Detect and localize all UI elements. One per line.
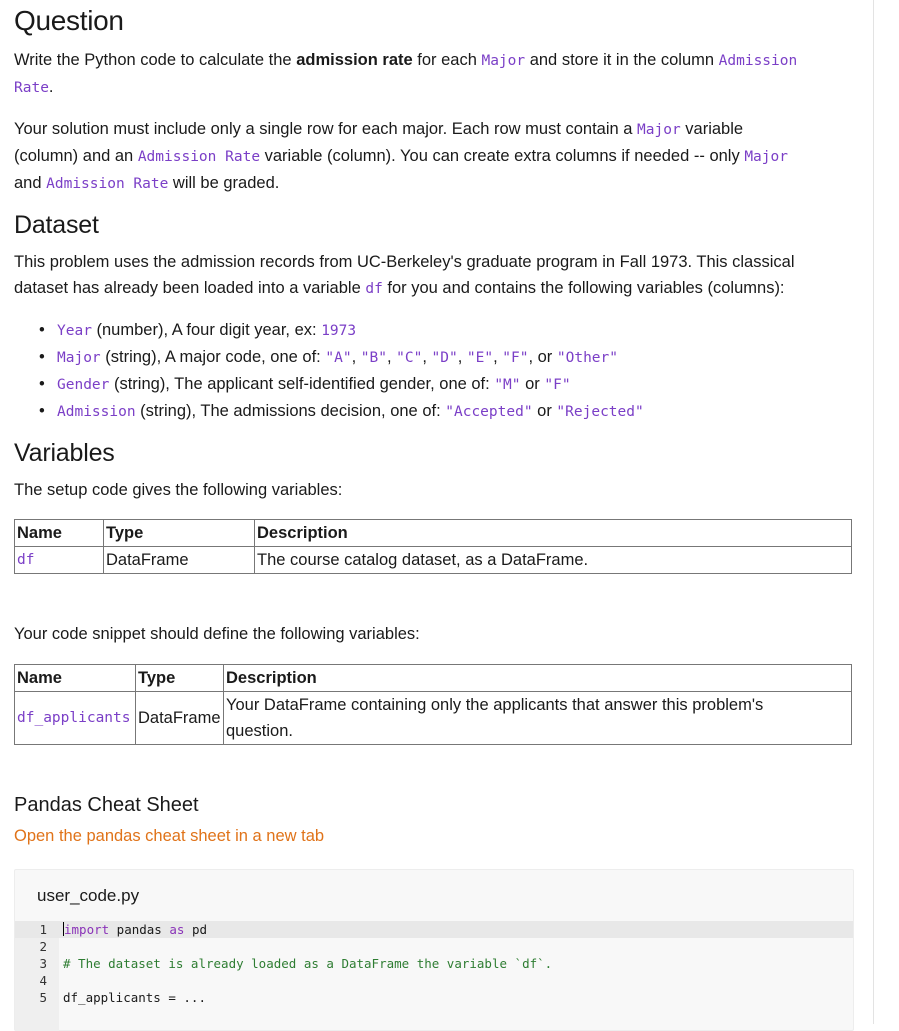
cheatsheet-heading: Pandas Cheat Sheet bbox=[14, 794, 199, 816]
code-line[interactable]: 3 # The dataset is already loaded as a DataFrame the variable `df`. bbox=[39, 956, 553, 971]
code-line[interactable]: 2 bbox=[39, 939, 47, 954]
variables-list bbox=[14, 317, 644, 425]
dataset-heading: Dataset bbox=[14, 211, 99, 239]
dataset-paragraph: This problem uses the admission records from UC-Berkeley's graduate program in Fall 1973. This classical dataset has already been loaded into a variable df for you and contains the following variables (columns): bbox=[14, 253, 795, 297]
list-item-year: • Year (number), A four digit year, ex: 1973 bbox=[57, 317, 644, 344]
code-df: df bbox=[365, 281, 383, 297]
code-line[interactable]: 1 import pandas as pd bbox=[15, 921, 853, 938]
table-header-row: Name Type Description bbox=[15, 520, 852, 547]
define-variables-table bbox=[14, 664, 852, 745]
setup-intro: The setup code gives the following variables: bbox=[14, 481, 343, 499]
table-row: df DataFrame The course catalog dataset, as a DataFrame. bbox=[15, 547, 852, 574]
given-variables-table bbox=[14, 519, 852, 574]
variables-heading: Variables bbox=[14, 439, 115, 467]
code-rate: Rate bbox=[14, 80, 49, 96]
cheatsheet-link[interactable]: Open the pandas cheat sheet in a new tab bbox=[14, 827, 325, 845]
list-item-admission: • Admission (string), The admissions decision, one of: "Accepted" or "Rejected" bbox=[57, 398, 644, 425]
admission-rate-bold: admission rate bbox=[296, 51, 413, 69]
code-line[interactable]: 4 bbox=[39, 973, 47, 988]
code-editor bbox=[14, 869, 854, 1031]
table-header-row: Name Type Description bbox=[15, 665, 852, 692]
question-heading: Question bbox=[14, 5, 124, 36]
right-border bbox=[873, 0, 874, 1024]
editor-filename: user_code.py bbox=[37, 886, 140, 905]
code-area[interactable] bbox=[15, 921, 853, 1006]
question-paragraph-1: Write the Python code to calculate the admission rate for each Major and store it in the column Admission Rate. bbox=[14, 51, 798, 96]
list-item-major: • Major (string), A major code, one of: "A", "B", "C", "D", "E", "F", or "Other" bbox=[57, 344, 644, 371]
code-major: Major bbox=[481, 53, 526, 69]
list-item-gender: • Gender (string), The applicant self-identified gender, one of: "M" or "F" bbox=[57, 371, 644, 398]
code-line[interactable]: 5 df_applicants = ... bbox=[39, 990, 206, 1005]
table-row: df_applicants DataFrame Your DataFrame containing only the applicants that answer this problem's question. bbox=[15, 692, 852, 745]
code-admission: Admission bbox=[718, 53, 798, 69]
question-paragraph-2: Your solution must include only a single row for each major. Each row must contain a Major variable (column) and an Admission Rate variable (column). You can create extra columns if needed -- only Major and Admission Rate will be graded. bbox=[14, 120, 788, 192]
define-intro: Your code snippet should define the following variables: bbox=[14, 625, 420, 643]
